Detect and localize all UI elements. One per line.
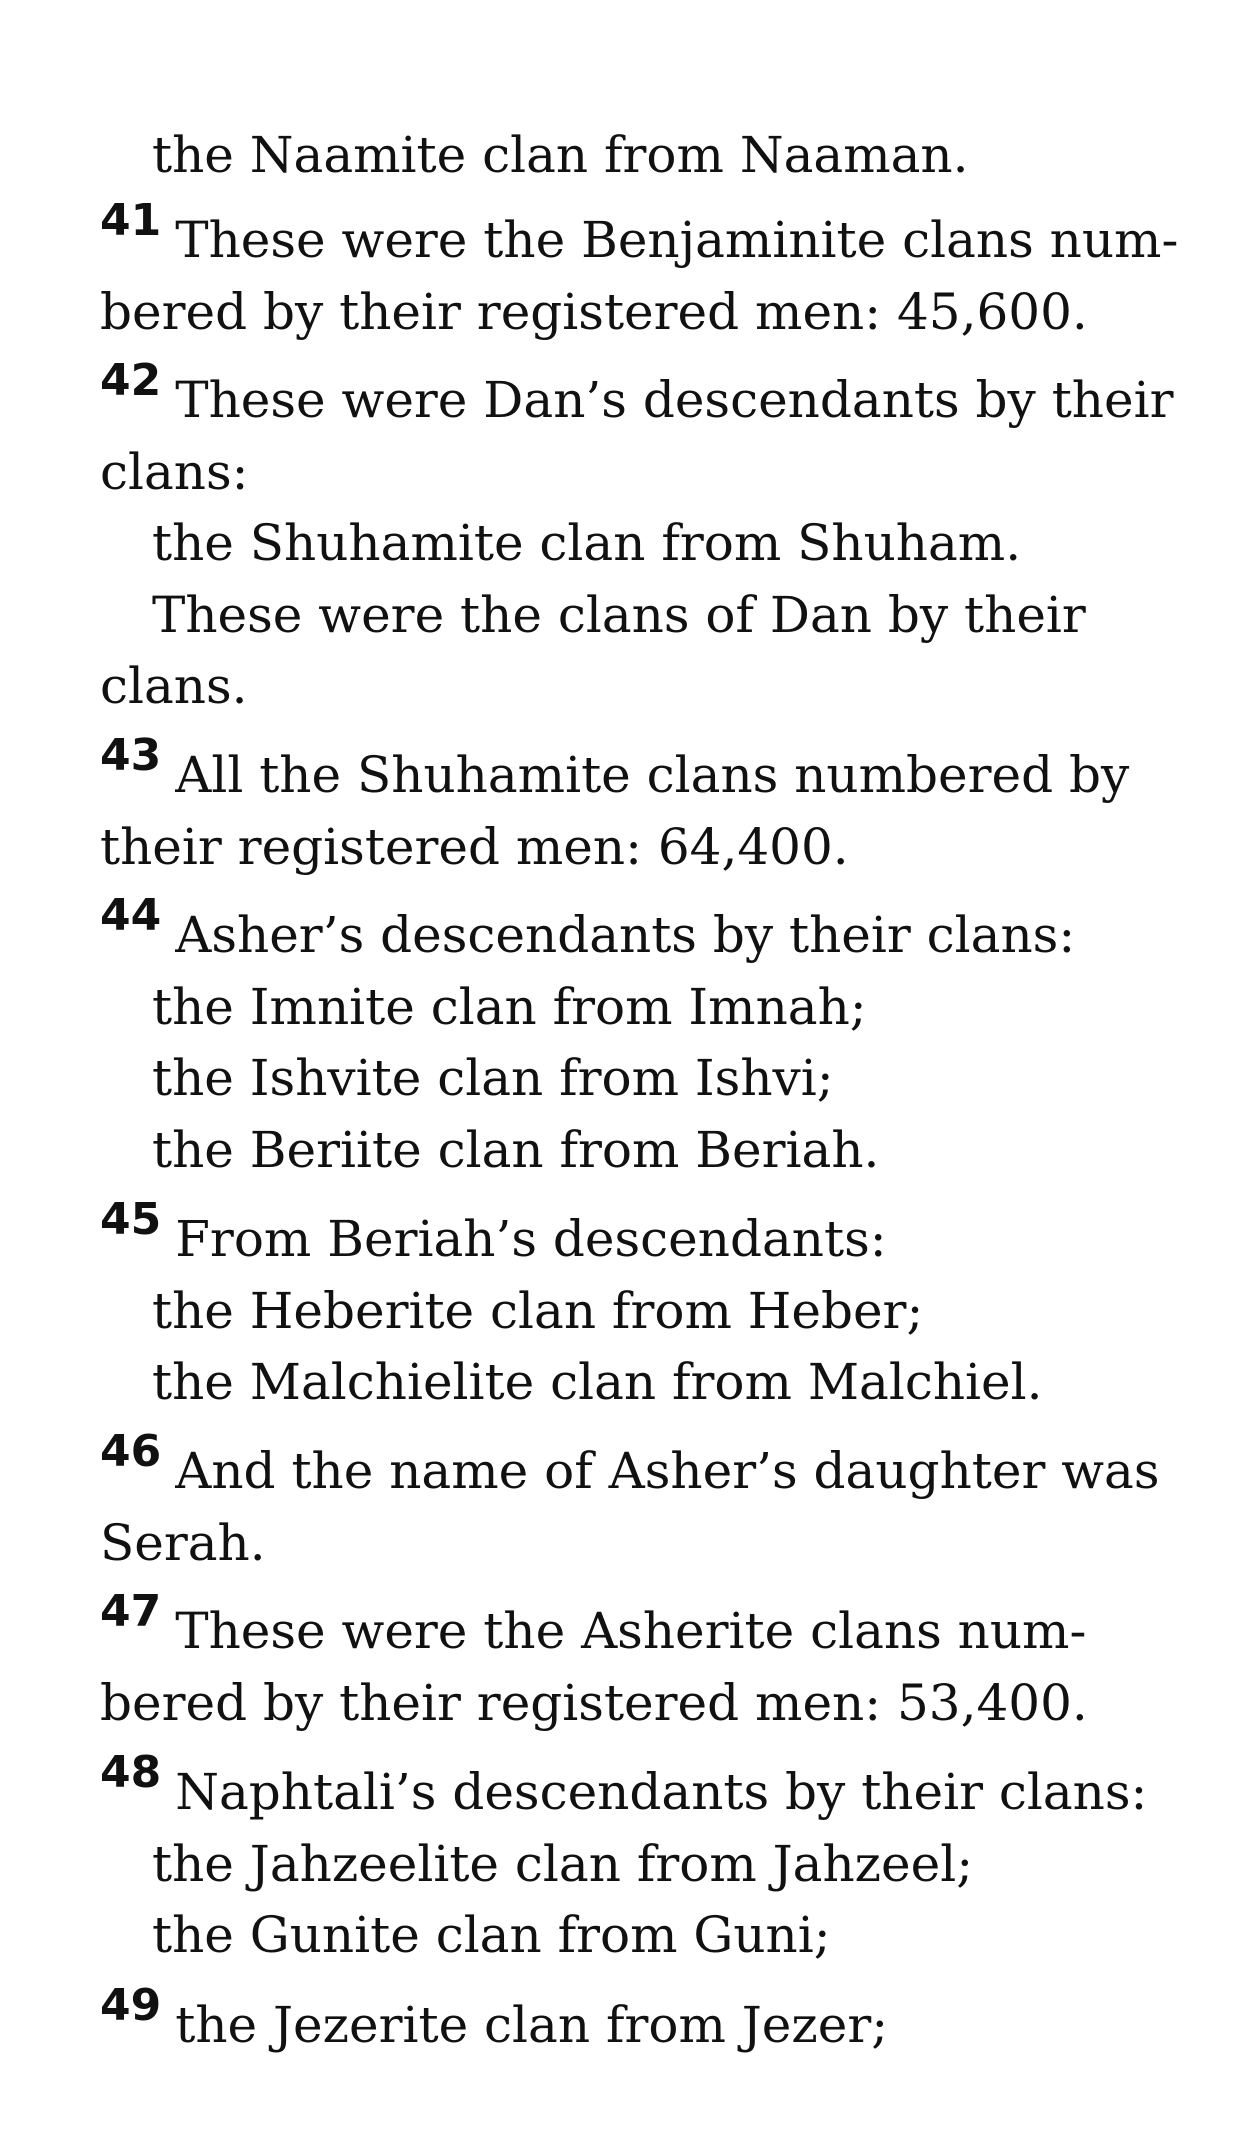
- text-line: Asher’s descendants by their clans:: [175, 906, 1076, 964]
- text-line: the Malchielite clan from Malchiel.: [152, 1353, 1043, 1411]
- text-line: clans:: [100, 442, 249, 501]
- text-line: the Ishvite clan from Ishvi;: [152, 1049, 834, 1107]
- verse-42: [100, 355, 1180, 723]
- verse-number: 41: [100, 195, 162, 246]
- verse-number: 44: [100, 890, 162, 941]
- verse-47: [100, 1586, 1180, 1739]
- verse-number: 45: [100, 1194, 162, 1245]
- text-line: the Naamite clan from Naaman.: [152, 126, 969, 184]
- text-line: the Heberite clan from Heber;: [152, 1281, 924, 1340]
- text-line: These were the Asherite clans num-: [175, 1602, 1087, 1660]
- text-line: the Jezerite clan from Jezer;: [175, 1996, 889, 2054]
- text-line: All the Shuhamite clans numbered by: [175, 746, 1130, 804]
- verse-number: 48: [100, 1747, 162, 1798]
- text-line: the Shuhamite clan from Shuham.: [152, 514, 1022, 572]
- verse-number: 42: [100, 355, 162, 406]
- text-line: These were Dan’s descendants by their: [175, 371, 1174, 429]
- text-line: the Imnite clan from Imnah;: [152, 977, 867, 1036]
- text-line: These were the Benjaminite clans num-: [175, 211, 1179, 269]
- text-line: the Jahzeelite clan from Jahzeel;: [152, 1834, 974, 1893]
- verse-41: [100, 195, 1180, 348]
- verse-number: 43: [100, 730, 162, 781]
- text-line: Naphtali’s descendants by their clans:: [175, 1763, 1148, 1821]
- verse-46: [100, 1426, 1180, 1579]
- verse-44: [100, 890, 1180, 1186]
- verse-49: [100, 1980, 1180, 2062]
- verse-45: [100, 1194, 1180, 1419]
- text-line: bered by their registered men: 53,400.: [100, 1673, 1088, 1732]
- text-line: And the name of Asher’s daughter was: [175, 1442, 1160, 1500]
- text-line: clans.: [100, 657, 248, 715]
- verse-number: 46: [100, 1426, 162, 1477]
- text-line: their registered men: 64,400.: [100, 817, 849, 876]
- verse-48: [100, 1747, 1180, 1972]
- text-line: Serah.: [100, 1513, 266, 1572]
- verse-number: 49: [100, 1980, 162, 2031]
- verse-40-continuation: [100, 120, 1180, 192]
- text-line: the Beriite clan from Beriah.: [152, 1120, 880, 1179]
- verse-43: [100, 730, 1180, 883]
- text-line: bered by their registered men: 45,600.: [100, 282, 1088, 341]
- text-line: the Gunite clan from Guni;: [152, 1906, 831, 1964]
- verse-number: 47: [100, 1586, 162, 1637]
- text-line: These were the clans of Dan by their: [152, 585, 1086, 644]
- text-line: From Beriah’s descendants:: [175, 1210, 887, 1268]
